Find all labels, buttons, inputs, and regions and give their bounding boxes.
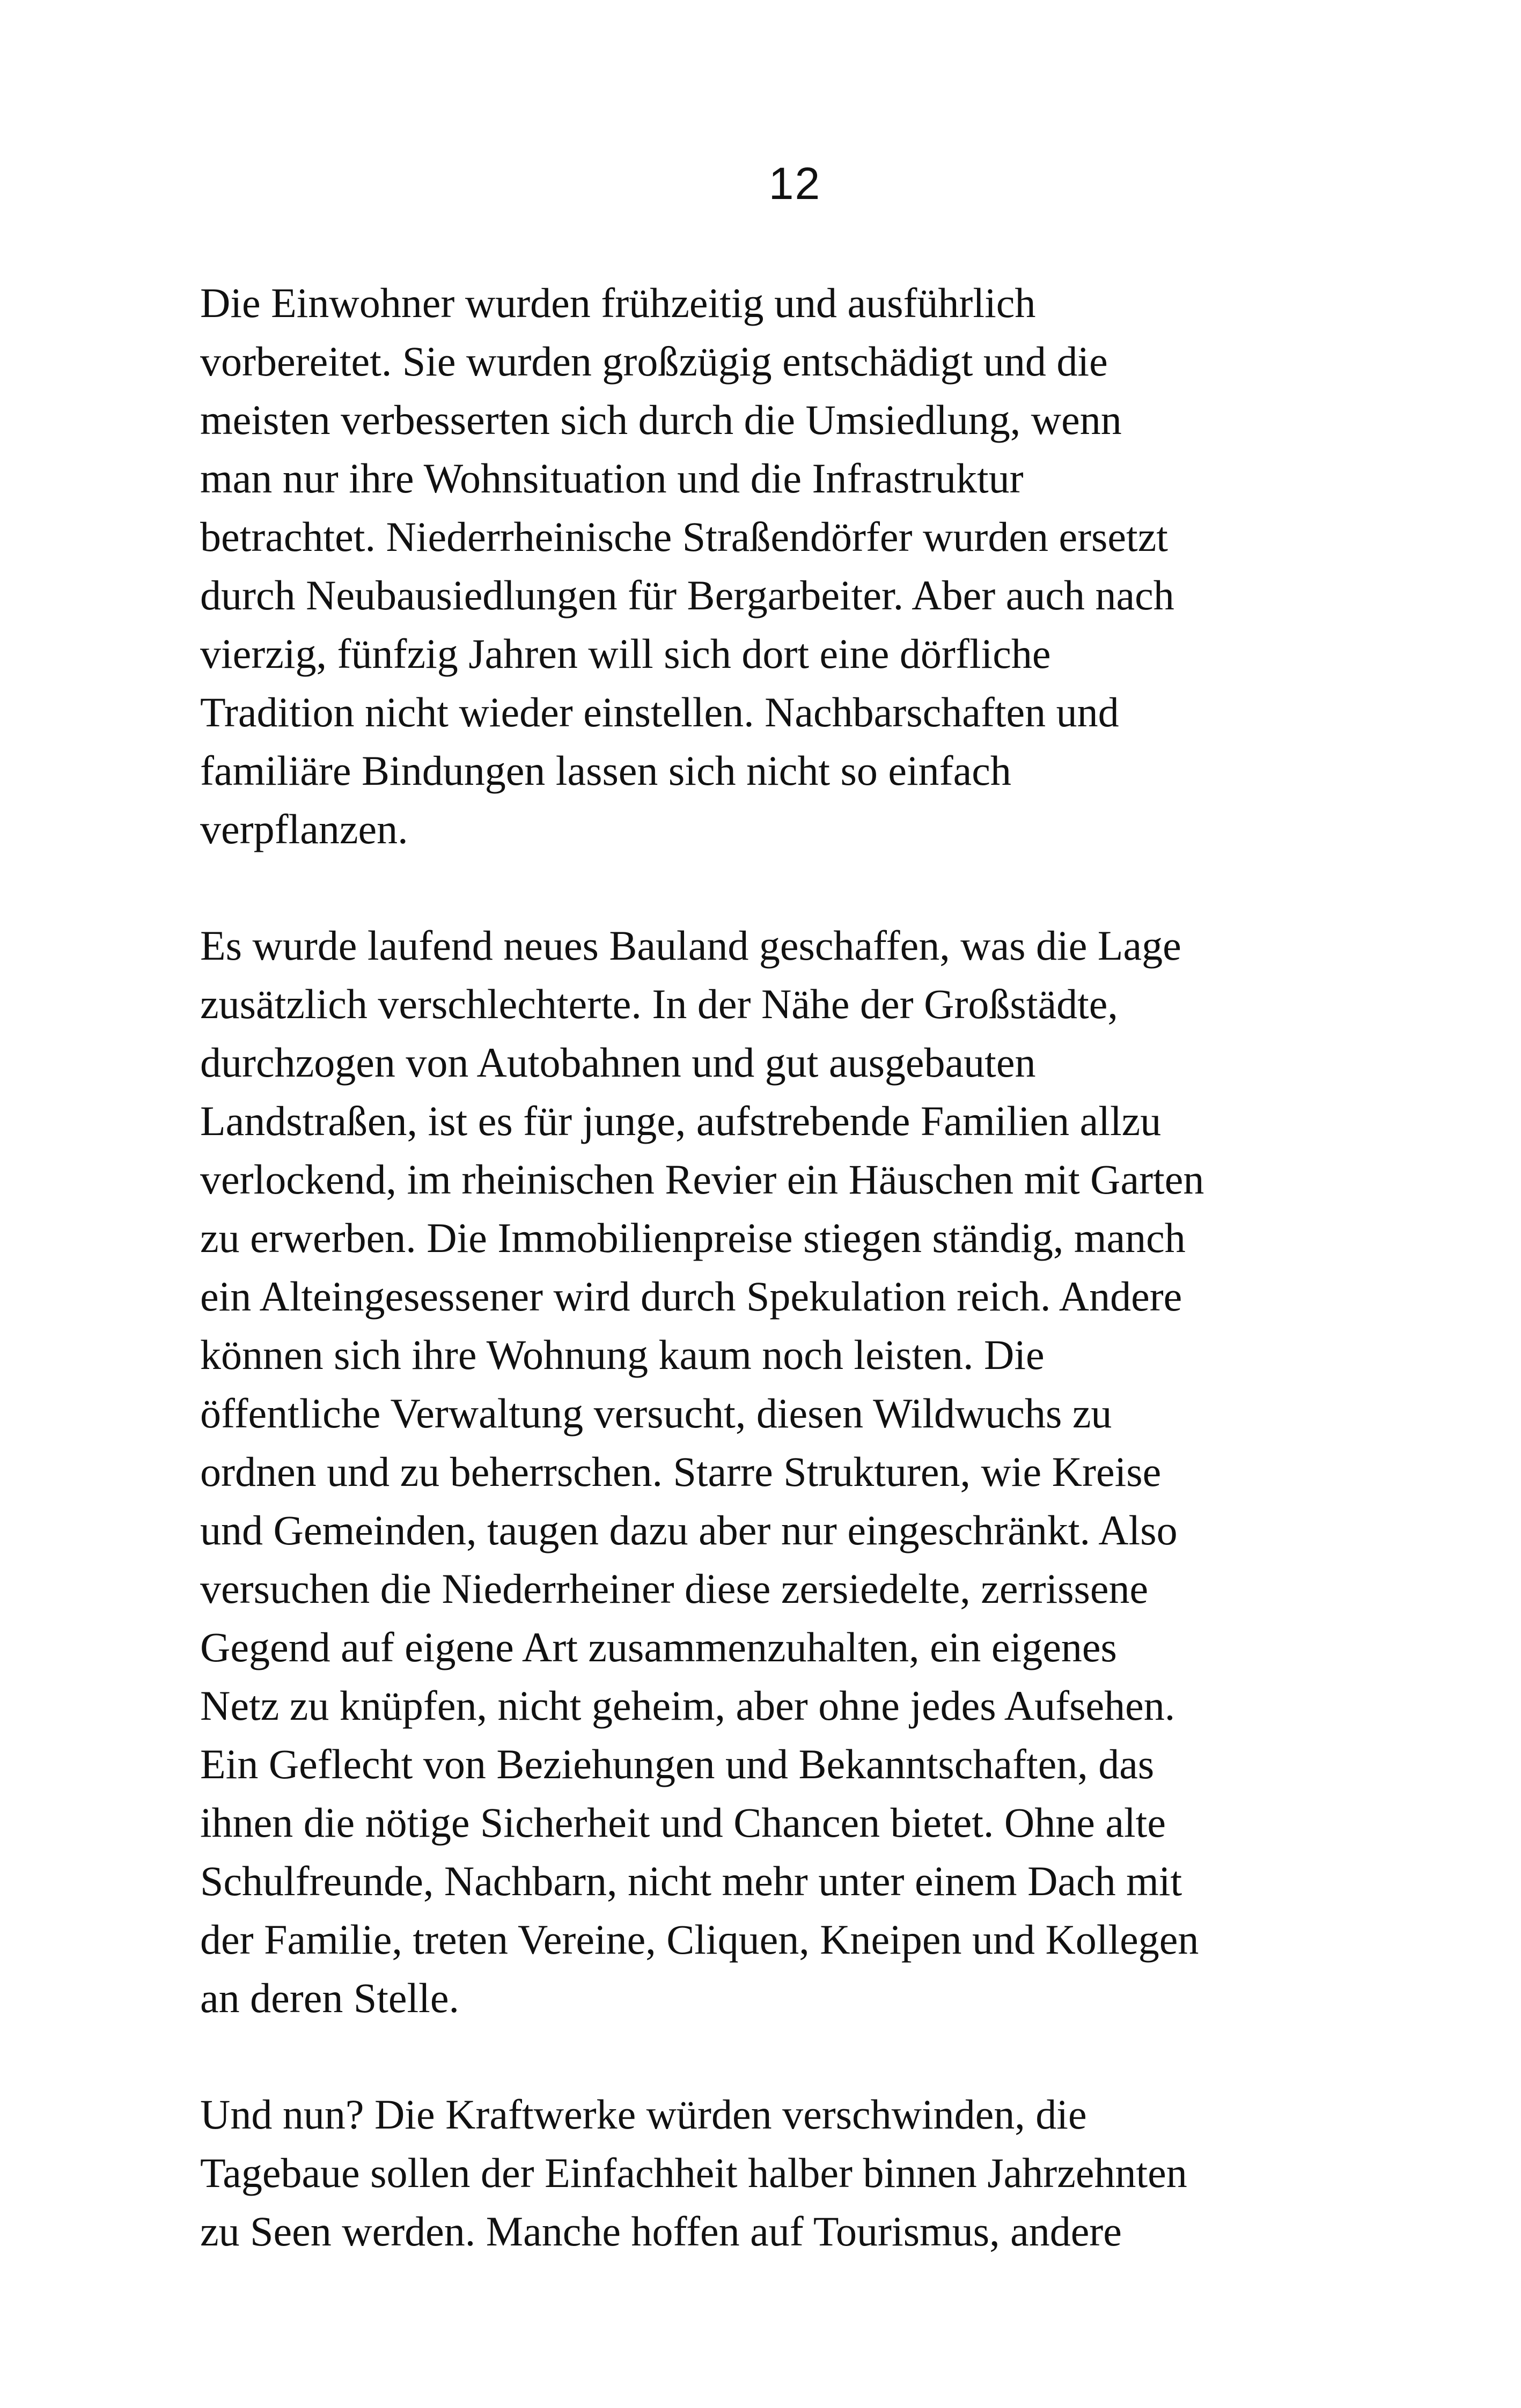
text-line: an deren Stelle. xyxy=(200,1975,459,2021)
text-line: Tradition nicht wieder einstellen. Nachbarschaften und xyxy=(200,689,1119,735)
text-line: Und nun? Die Kraftwerke würden verschwinden, die xyxy=(200,2091,1087,2138)
text-line: Schulfreunde, Nachbarn, nicht mehr unter einem Dach mit xyxy=(200,1858,1182,1904)
text-line: und Gemeinden, taugen dazu aber nur eingeschränkt. Also xyxy=(200,1507,1178,1553)
page-number: 12 xyxy=(768,158,821,209)
text-line: ein Alteingesessener wird durch Spekulation reich. Andere xyxy=(200,1273,1182,1320)
text-line: betrachtet. Niederrheinische Straßendörfer wurden ersetzt xyxy=(200,513,1168,560)
text-line: vierzig, fünfzig Jahren will sich dort eine dörfliche xyxy=(200,630,1051,677)
text-line: man nur ihre Wohnsituation und die Infrastruktur xyxy=(200,455,1024,502)
text-line: zusätzlich verschlechterte. In der Nähe der Großstädte, xyxy=(200,981,1118,1027)
text-line: durchzogen von Autobahnen und gut ausgebauten xyxy=(200,1039,1036,1086)
text-line: verlockend, im rheinischen Revier ein Häuschen mit Garten xyxy=(200,1156,1204,1203)
text-line: zu Seen werden. Manche hoffen auf Tourismus, andere xyxy=(200,2208,1122,2255)
text-line: versuchen die Niederrheiner diese zersiedelte, zerrissene xyxy=(200,1565,1149,1612)
text-line: öffentliche Verwaltung versucht, diesen Wildwuchs zu xyxy=(200,1390,1112,1437)
text-line: der Familie, treten Vereine, Cliquen, Kneipen und Kollegen xyxy=(200,1916,1199,1963)
text-line: Die Einwohner wurden frühzeitig und ausführlich xyxy=(200,279,1036,326)
text-line: Netz zu knüpfen, nicht geheim, aber ohne jedes Aufsehen. xyxy=(200,1682,1175,1729)
text-line: ordnen und zu beherrschen. Starre Strukturen, wie Kreise xyxy=(200,1448,1162,1495)
paragraph xyxy=(200,274,1397,858)
text-line: verpflanzen. xyxy=(200,806,408,852)
text-line: durch Neubausiedlungen für Bergarbeiter. Aber auch nach xyxy=(200,572,1174,618)
text-line: Es wurde laufend neues Bauland geschaffen, was die Lage xyxy=(200,922,1181,969)
text-line: meisten verbesserten sich durch die Umsiedlung, wenn xyxy=(200,396,1122,443)
body-text xyxy=(200,274,1397,2318)
text-line: familiäre Bindungen lassen sich nicht so einfach xyxy=(200,747,1011,794)
paragraph xyxy=(200,2085,1397,2260)
text-line: vorbereitet. Sie wurden großzügig entschädigt und die xyxy=(200,338,1108,385)
text-line: Landstraßen, ist es für junge, aufstrebende Familien allzu xyxy=(200,1098,1162,1144)
text-line: Gegend auf eigene Art zusammenzuhalten, ein eigenes xyxy=(200,1624,1117,1670)
text-line: ihnen die nötige Sicherheit und Chancen bietet. Ohne alte xyxy=(200,1799,1166,1846)
text-line: Ein Geflecht von Beziehungen und Bekanntschaften, das xyxy=(200,1741,1155,1787)
text-line: zu erwerben. Die Immobilienpreise stiegen ständig, manch xyxy=(200,1214,1186,1261)
paragraph xyxy=(200,916,1397,2027)
text-line: Tagebaue sollen der Einfachheit halber binnen Jahrzehnten xyxy=(200,2149,1187,2196)
text-line: können sich ihre Wohnung kaum noch leisten. Die xyxy=(200,1331,1045,1378)
